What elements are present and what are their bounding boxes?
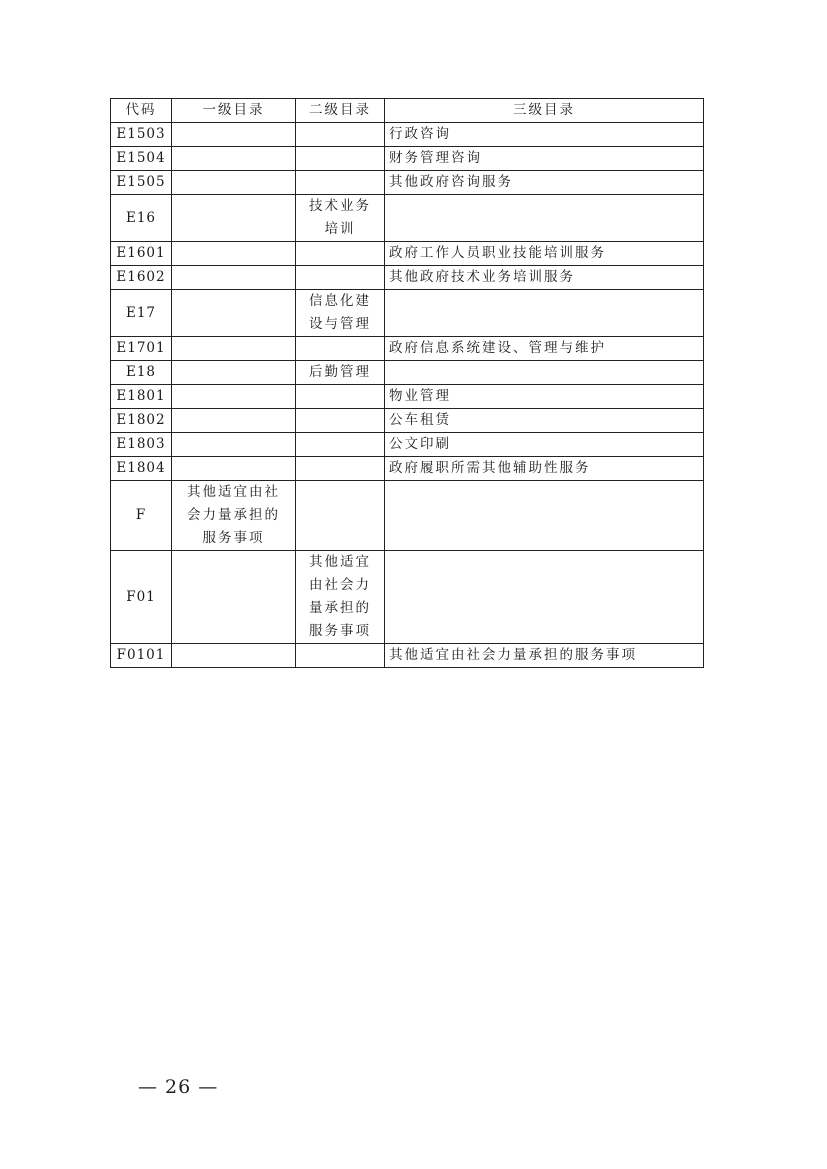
cell-code: E1801 (111, 385, 172, 409)
cell-level3: 政府履职所需其他辅助性服务 (385, 457, 704, 481)
cell-level3: 物业管理 (385, 385, 704, 409)
cell-level2 (296, 385, 385, 409)
table-row (111, 551, 704, 644)
table-row (111, 337, 704, 361)
header-level2: 二级目录 (296, 99, 385, 123)
cell-code: E18 (111, 361, 172, 385)
table-row (111, 385, 704, 409)
cell-level2 (296, 266, 385, 290)
cell-code: E16 (111, 195, 172, 242)
cell-level1 (172, 433, 296, 457)
cell-level2 (296, 433, 385, 457)
table-row (111, 409, 704, 433)
cell-level3 (385, 195, 704, 242)
table-row (111, 242, 704, 266)
cell-code: E1504 (111, 147, 172, 171)
cell-level2 (296, 337, 385, 361)
cell-level2: 其他适宜 由社会力 量承担的 服务事项 (296, 551, 385, 644)
catalog-table (110, 98, 704, 668)
cell-level1 (172, 290, 296, 337)
cell-level3 (385, 481, 704, 551)
cell-code: E1601 (111, 242, 172, 266)
table-row (111, 147, 704, 171)
cell-code: E1803 (111, 433, 172, 457)
page-number: — 26 — (138, 1076, 219, 1098)
cell-level3: 政府工作人员职业技能培训服务 (385, 242, 704, 266)
cell-level3: 财务管理咨询 (385, 147, 704, 171)
header-code: 代码 (111, 99, 172, 123)
cell-level1 (172, 242, 296, 266)
table-row (111, 266, 704, 290)
cell-level1 (172, 123, 296, 147)
cell-level1 (172, 551, 296, 644)
cell-level3 (385, 551, 704, 644)
cell-code: E1701 (111, 337, 172, 361)
cell-level1 (172, 337, 296, 361)
cell-level2 (296, 409, 385, 433)
cell-level1: 其他适宜由社 会力量承担的 服务事项 (172, 481, 296, 551)
cell-level1 (172, 385, 296, 409)
cell-level1 (172, 361, 296, 385)
cell-level2: 后勤管理 (296, 361, 385, 385)
cell-code: E1505 (111, 171, 172, 195)
cell-level2 (296, 123, 385, 147)
table-row (111, 123, 704, 147)
table-header-row (111, 99, 704, 123)
cell-level3: 其他政府技术业务培训服务 (385, 266, 704, 290)
cell-level3: 公车租赁 (385, 409, 704, 433)
cell-level1 (172, 457, 296, 481)
table-row (111, 457, 704, 481)
cell-code: E1503 (111, 123, 172, 147)
cell-level1 (172, 644, 296, 668)
cell-level1 (172, 195, 296, 242)
cell-code: F01 (111, 551, 172, 644)
cell-code: E17 (111, 290, 172, 337)
cell-level3: 其他政府咨询服务 (385, 171, 704, 195)
cell-level1 (172, 409, 296, 433)
cell-level2 (296, 457, 385, 481)
cell-code: F (111, 481, 172, 551)
cell-level1 (172, 266, 296, 290)
table-row (111, 195, 704, 242)
header-level1: 一级目录 (172, 99, 296, 123)
cell-level1 (172, 147, 296, 171)
table-row (111, 290, 704, 337)
cell-level2: 信息化建 设与管理 (296, 290, 385, 337)
cell-level2 (296, 242, 385, 266)
cell-level3 (385, 361, 704, 385)
cell-code: F0101 (111, 644, 172, 668)
cell-level3: 其他适宜由社会力量承担的服务事项 (385, 644, 704, 668)
cell-level3 (385, 290, 704, 337)
cell-level2: 技术业务 培训 (296, 195, 385, 242)
cell-level3: 公文印刷 (385, 433, 704, 457)
header-level3: 三级目录 (385, 99, 704, 123)
cell-level2 (296, 147, 385, 171)
table-row (111, 361, 704, 385)
cell-level3: 政府信息系统建设、管理与维护 (385, 337, 704, 361)
table-row (111, 644, 704, 668)
cell-level1 (172, 171, 296, 195)
cell-level2 (296, 481, 385, 551)
table-row (111, 433, 704, 457)
table-row (111, 481, 704, 551)
cell-code: E1802 (111, 409, 172, 433)
cell-level3: 行政咨询 (385, 123, 704, 147)
cell-level2 (296, 644, 385, 668)
cell-code: E1804 (111, 457, 172, 481)
cell-code: E1602 (111, 266, 172, 290)
table-row (111, 171, 704, 195)
cell-level2 (296, 171, 385, 195)
